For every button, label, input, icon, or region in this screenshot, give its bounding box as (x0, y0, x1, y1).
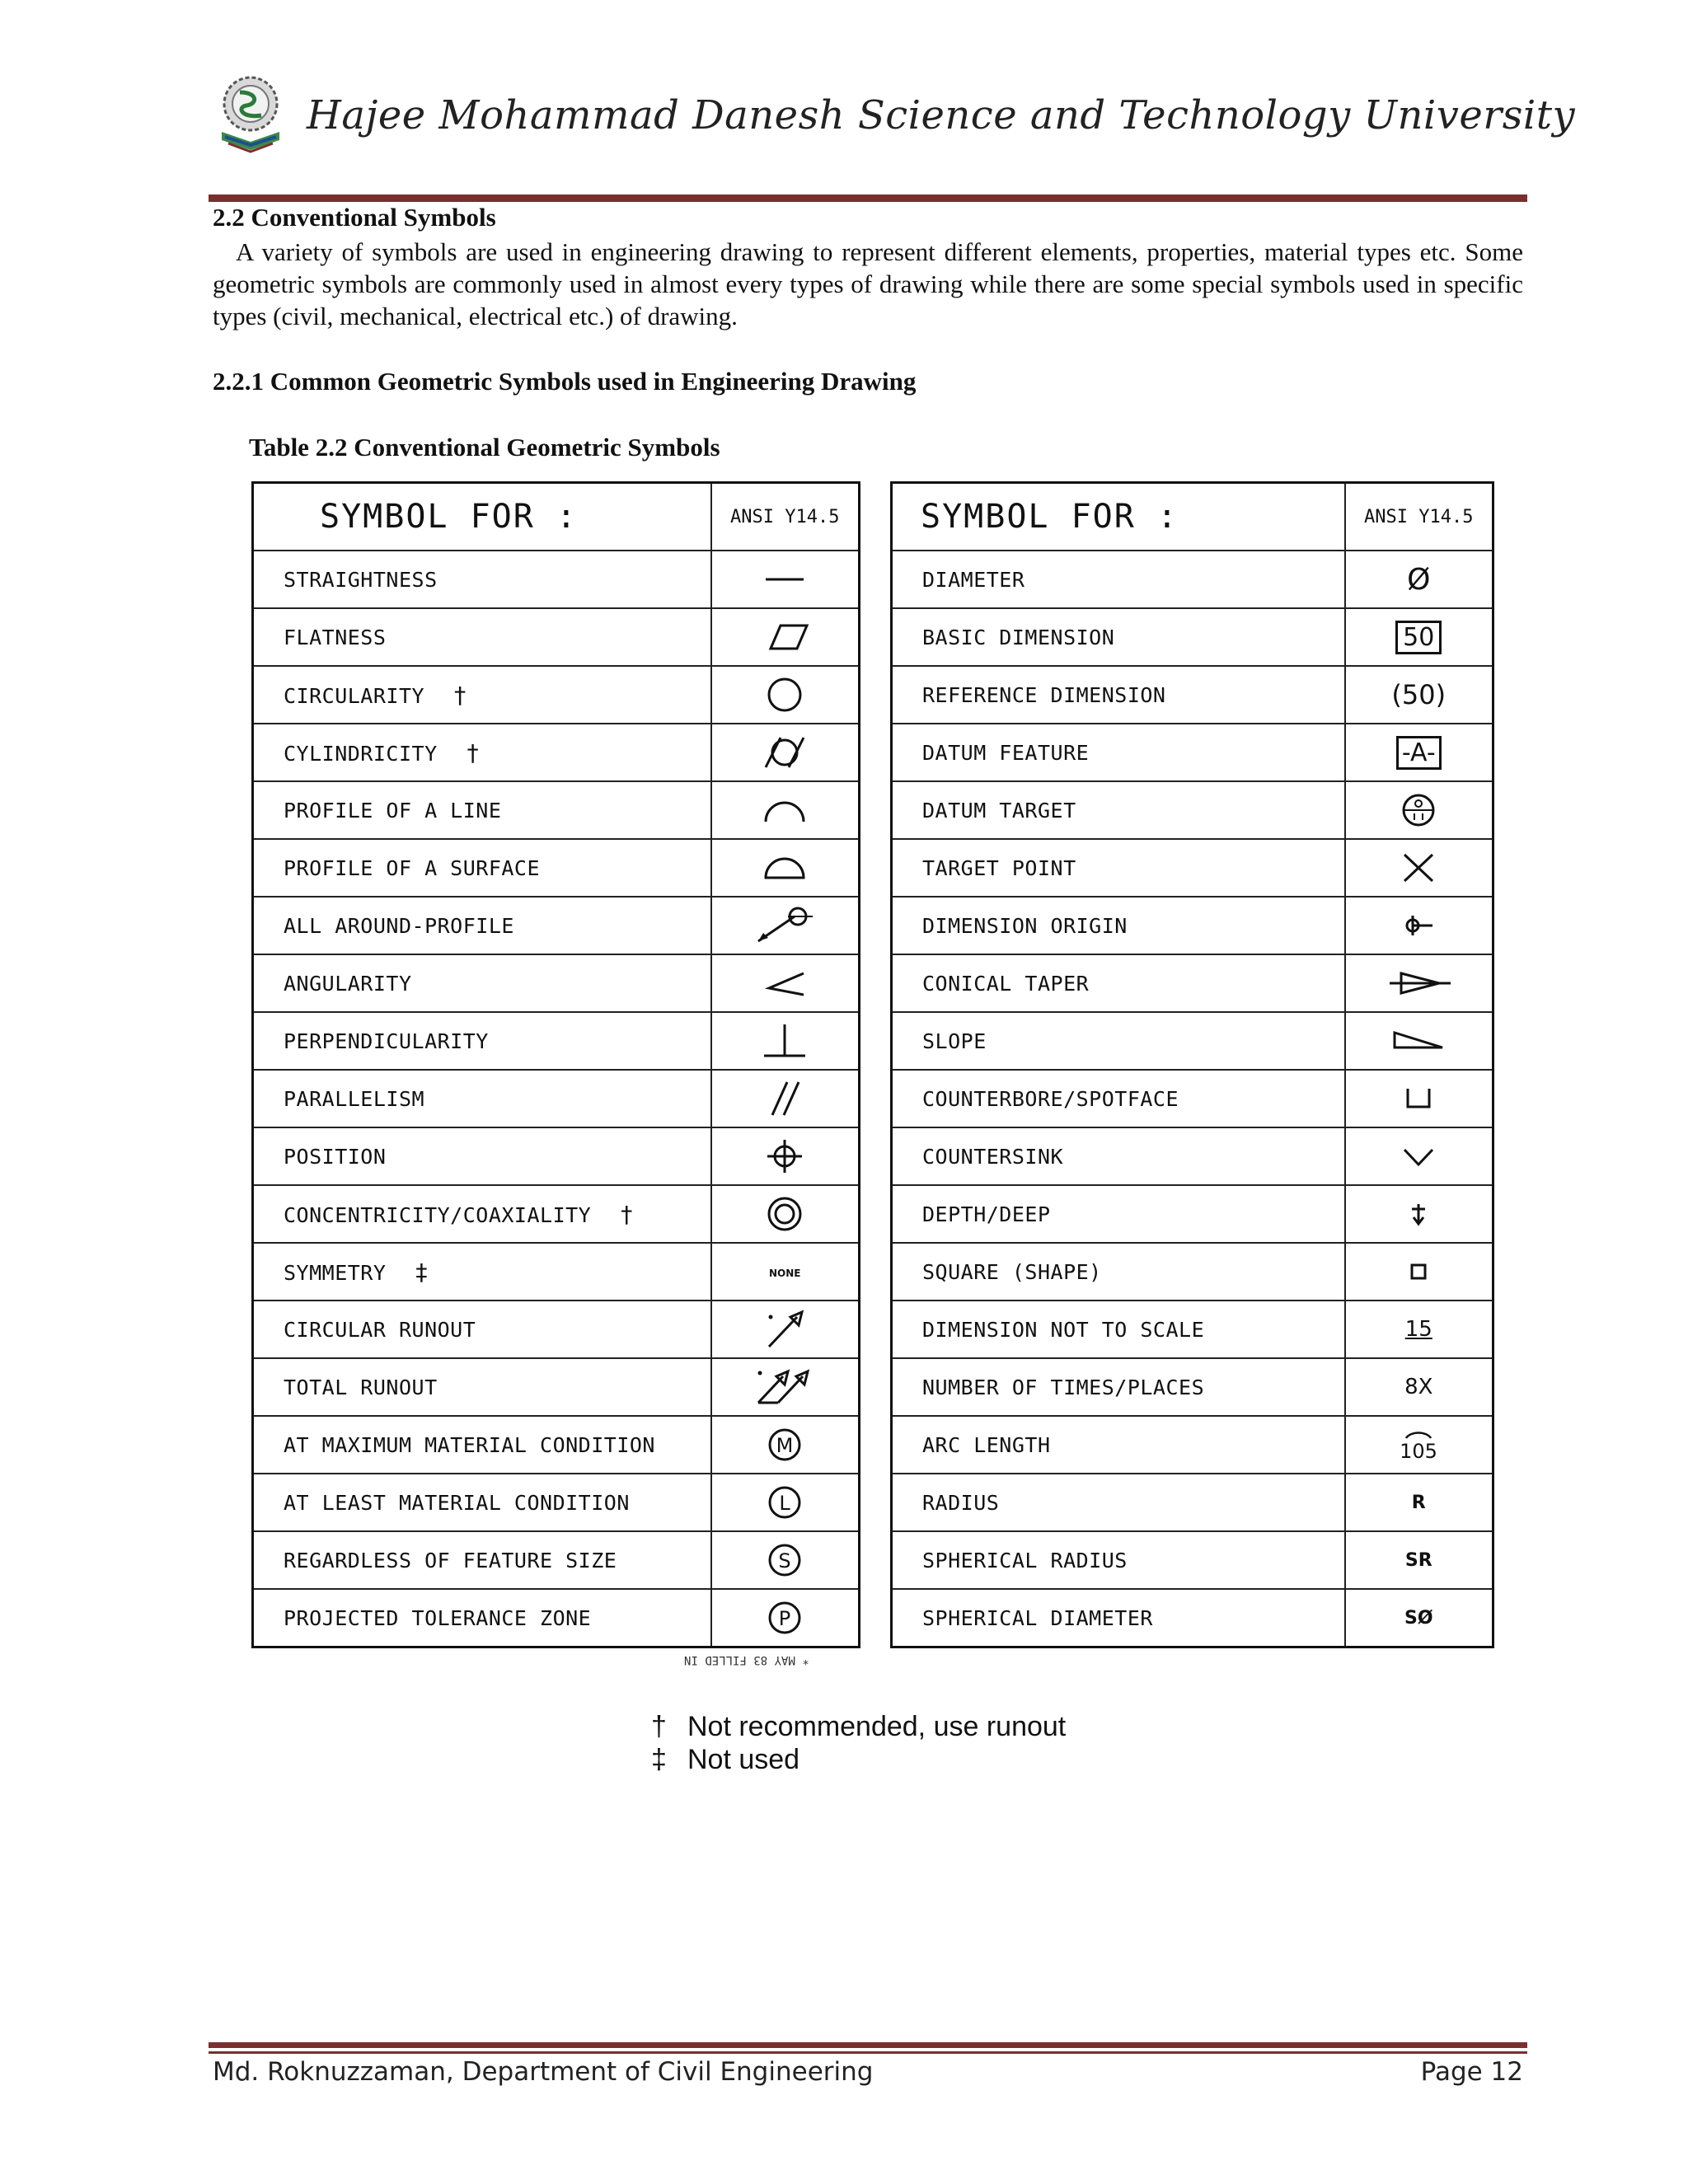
table-row (253, 666, 860, 724)
position-icon (712, 1137, 859, 1176)
symbol-name: DATUM FEATURE (922, 740, 1090, 765)
table-note: * MAY 83 FILLED IN (684, 1653, 809, 1666)
symbol-name: TARGET POINT (922, 855, 1076, 880)
symbol-name: BASIC DIMENSION (922, 625, 1115, 649)
symbol-name: REGARDLESS OF FEATURE SIZE (284, 1548, 617, 1572)
page-number: Page 12 (1420, 2057, 1523, 2087)
footer-rule-thin (209, 2051, 1527, 2054)
dagger-mark: † (651, 1711, 667, 1742)
symbol-name: STRAIGHTNESS (284, 567, 438, 592)
spherical-diameter-label: SØ (1404, 1607, 1433, 1629)
table-row (253, 839, 860, 897)
table-row (892, 1358, 1493, 1416)
table-header-row (253, 483, 860, 551)
circled-letter: S (778, 1549, 791, 1572)
times-label: 8X (1404, 1375, 1433, 1399)
symbol-name: SPHERICAL RADIUS (922, 1548, 1128, 1572)
symbol-name: DIMENSION ORIGIN (922, 913, 1128, 938)
symbol-name: CONCENTRICITY/COAXIALITY (284, 1202, 592, 1227)
symbol-name: PARALLELISM (284, 1086, 425, 1111)
legend-text: Not used (687, 1744, 800, 1775)
parenthesized-number-icon: (50) (1391, 679, 1447, 710)
symbol-name: DATUM TARGET (922, 798, 1076, 823)
table-row (892, 897, 1493, 954)
symbol-name: ANGULARITY (284, 971, 412, 996)
footer-author: Md. Roknuzzaman, Department of Civil Engineering (213, 2057, 874, 2087)
table-row (892, 551, 1493, 608)
symbol-name: SPHERICAL DIAMETER (922, 1605, 1153, 1630)
table-row (892, 1070, 1493, 1127)
conical-taper-icon (1346, 967, 1493, 1000)
countersink-icon (1346, 1140, 1493, 1173)
parallelism-icon (712, 1079, 859, 1118)
target-point-icon (1346, 848, 1493, 888)
footer-rule (209, 2042, 1527, 2048)
table-row (253, 1589, 860, 1647)
symbol-name: NUMBER OF TIMES/PLACES (922, 1375, 1205, 1399)
section-heading: 2.2 Conventional Symbols (213, 203, 496, 232)
angularity-icon (712, 967, 859, 1000)
table-row (892, 608, 1493, 666)
table-row (892, 1301, 1493, 1358)
circled-letter-icon (712, 1540, 859, 1580)
table-row (892, 724, 1493, 781)
square-icon (1346, 1255, 1493, 1288)
table-row (253, 1531, 860, 1589)
column-header-ansi: ANSI Y14.5 (711, 483, 860, 551)
symbol-name: SYMMETRY (284, 1260, 387, 1285)
legend-item (651, 1743, 1066, 1776)
table-row (892, 1012, 1493, 1070)
concentricity-icon (712, 1194, 859, 1234)
circled-letter: M (776, 1434, 794, 1457)
none-label: NONE (769, 1267, 801, 1279)
table-row (253, 1243, 860, 1301)
table-header-row (892, 483, 1493, 551)
cylindricity-icon (712, 733, 859, 772)
table-row (253, 608, 860, 666)
symbol-name: RADIUS (922, 1490, 1000, 1515)
symbol-name: COUNTERBORE/SPOTFACE (922, 1086, 1179, 1111)
table-row (892, 1589, 1493, 1647)
table-row (253, 1185, 860, 1243)
arc-length-value: 105 (1400, 1440, 1438, 1463)
symbol-name: PROFILE OF A LINE (284, 798, 502, 823)
table-row (253, 1358, 860, 1416)
symbol-name: FLATNESS (284, 625, 387, 649)
table-row (253, 1127, 860, 1185)
table-row (892, 1474, 1493, 1531)
profile-surface-icon (712, 851, 859, 884)
dagger-mark: † (467, 738, 480, 766)
perpendicularity-icon (712, 1021, 859, 1061)
table-row (253, 724, 860, 781)
radius-label: R (1411, 1492, 1426, 1513)
circular-runout-icon (712, 1309, 859, 1350)
boxed-number-icon: 50 (1395, 621, 1442, 654)
legend-text: Not recommended, use runout (687, 1711, 1067, 1742)
underlined-number-icon: 15 (1404, 1317, 1432, 1342)
symbol-name: REFERENCE DIMENSION (922, 682, 1166, 707)
symbol-name: SLOPE (922, 1029, 987, 1053)
symbol-name: SQUARE (SHAPE) (922, 1259, 1102, 1284)
symbols-table-left (251, 481, 860, 1648)
double-dagger-mark: ‡ (651, 1744, 667, 1775)
table-row (253, 781, 860, 839)
slope-icon (1346, 1024, 1493, 1057)
symbol-name: AT LEAST MATERIAL CONDITION (284, 1490, 630, 1515)
circularity-icon (712, 675, 859, 715)
diameter-icon: Ø (1407, 562, 1431, 597)
symbol-name: DIAMETER (922, 567, 1025, 592)
double-dagger-mark: ‡ (415, 1258, 428, 1286)
table-row (253, 551, 860, 608)
symbol-name: ARC LENGTH (922, 1432, 1051, 1457)
table-row (253, 954, 860, 1012)
table-row (892, 781, 1493, 839)
table-row (253, 897, 860, 954)
table-row (253, 1416, 860, 1474)
datum-target-icon (1346, 790, 1493, 830)
table-row (253, 1301, 860, 1358)
table-row (892, 1185, 1493, 1243)
table-row (253, 1474, 860, 1531)
symbol-name: DEPTH/DEEP (922, 1202, 1051, 1226)
table-caption: Table 2.2 Conventional Geometric Symbols (249, 433, 720, 462)
column-header-ansi: ANSI Y14.5 (1345, 483, 1493, 551)
symbol-name: POSITION (284, 1144, 387, 1169)
straightness-icon (712, 563, 859, 596)
symbol-name: CIRCULAR RUNOUT (284, 1317, 476, 1342)
column-header-symbol-for: SYMBOL FOR : (253, 483, 711, 551)
table-row (892, 1531, 1493, 1589)
table-row (892, 666, 1493, 724)
counterbore-icon (1346, 1082, 1493, 1115)
subsection-heading: 2.2.1 Common Geometric Symbols used in Engineering Drawing (213, 367, 917, 396)
arc-length-icon (1346, 1425, 1493, 1465)
total-runout-icon (712, 1366, 859, 1408)
all-around-icon (712, 905, 859, 946)
column-header-symbol-for: SYMBOL FOR : (892, 483, 1345, 551)
symbol-name: PERPENDICULARITY (284, 1029, 489, 1053)
university-title: Hajee Mohammad Danesh Science and Technology University (307, 92, 1576, 138)
university-logo (217, 74, 284, 157)
spherical-radius-label: SR (1404, 1549, 1432, 1571)
legend-item (651, 1710, 1066, 1743)
circled-letter-icon (712, 1483, 859, 1522)
dagger-mark: † (454, 681, 467, 709)
symbol-name: DIMENSION NOT TO SCALE (922, 1317, 1205, 1342)
profile-line-icon (712, 794, 859, 827)
circled-letter: P (779, 1607, 791, 1630)
symbol-name: COUNTERSINK (922, 1144, 1064, 1169)
table-row (253, 1012, 860, 1070)
header-rule (209, 194, 1527, 202)
symbol-name: TOTAL RUNOUT (284, 1375, 438, 1399)
dagger-mark: † (621, 1200, 633, 1228)
symbol-name: CIRCULARITY (284, 683, 425, 708)
legend (651, 1710, 1066, 1776)
symbol-name: AT MAXIMUM MATERIAL CONDITION (284, 1432, 655, 1457)
symbols-table-right (890, 481, 1494, 1648)
symbol-name: PROJECTED TOLERANCE ZONE (284, 1605, 592, 1630)
symbol-name: CONICAL TAPER (922, 971, 1090, 996)
section-intro: A variety of symbols are used in engineering drawing to represent different elements, properties, material types etc. Some geometric symbols are commonly used in almost every types of drawing while there are some special symbols used in specific types (civil, mechanical, electrical etc.) of drawing. (213, 237, 1523, 330)
datum-feature-icon: -A- (1396, 736, 1442, 770)
symbol-name: PROFILE OF A SURFACE (284, 855, 541, 880)
flatness-icon (712, 621, 859, 654)
table-row (892, 1416, 1493, 1474)
table-row (892, 954, 1493, 1012)
table-row (253, 1070, 860, 1127)
symbol-name: ALL AROUND-PROFILE (284, 913, 514, 938)
table-row (892, 839, 1493, 897)
table-row (892, 1127, 1493, 1185)
symbol-name: CYLINDRICITY (284, 741, 438, 766)
dimension-origin-icon (1346, 909, 1493, 942)
depth-icon (1346, 1197, 1493, 1230)
circled-letter: L (779, 1492, 790, 1515)
table-row (892, 1243, 1493, 1301)
circled-letter-icon (712, 1598, 859, 1638)
circled-letter-icon (712, 1425, 859, 1465)
